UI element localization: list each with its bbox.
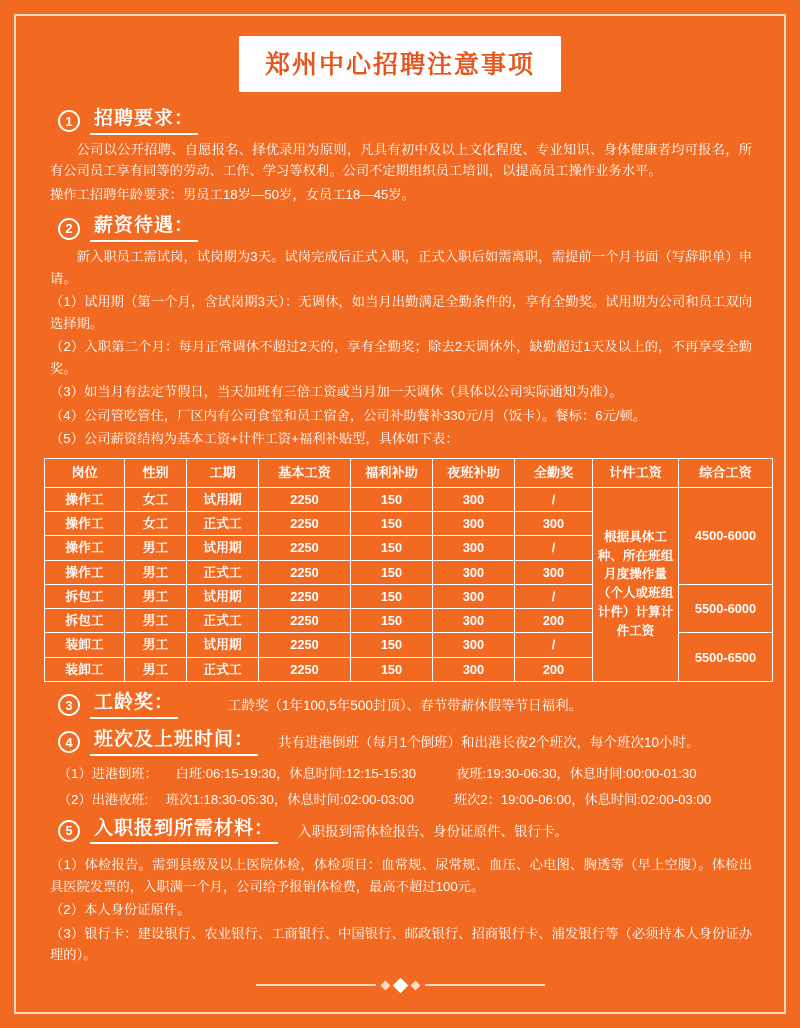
col-header-term: 工期	[187, 458, 259, 487]
shift-row	[58, 789, 752, 808]
section-number-5: 5	[58, 820, 80, 842]
cell-welfare: 150	[351, 512, 433, 536]
cell-piece-rate-note: 根据具体工种、所在班组月度操作量（个人或班组计件）计算计件工资	[593, 487, 679, 681]
cell-attendance: /	[515, 487, 593, 511]
col-header-welfare: 福利补助	[351, 458, 433, 487]
cell-welfare: 150	[351, 609, 433, 633]
cell-welfare: 150	[351, 560, 433, 584]
paragraph: 新入职员工需试岗，试岗期为3天。试岗完成后正式入职，正式入职后如需离职，需提前一个月书面（写辞职单）申请。	[50, 249, 752, 286]
shift-b-value: 19:00-06:00，休息时间:02:00-03:00	[500, 791, 712, 807]
shift-b-label: 班次2：	[453, 791, 501, 807]
cell-welfare: 150	[351, 584, 433, 608]
cell-night: 300	[433, 512, 515, 536]
divider-line-right	[425, 984, 545, 986]
col-header-night: 夜班补助	[433, 458, 515, 487]
cell-position: 操作工	[45, 560, 125, 584]
cell-attendance: /	[515, 584, 593, 608]
cell-term: 试用期	[187, 584, 259, 608]
material-item: （3）银行卡：建设银行、农业银行、工商银行、中国银行、邮政银行、招商银行卡、浦发银行等（必须持本人身份证办理的）。	[50, 925, 752, 963]
page-title: 郑州中心招聘注意事项	[239, 36, 561, 92]
cell-welfare: 150	[351, 657, 433, 681]
section-title-1: 招聘要求：	[90, 108, 198, 135]
section-body-1	[50, 139, 752, 206]
diamond-icon	[392, 978, 408, 994]
paragraph: （1）试用期（第一个月，含试岗期3天）：无调休，如当月出勤满足全勤条件的，享有全勤奖。试用期为公司和员工双向选择期。	[50, 294, 752, 331]
cell-welfare: 150	[351, 633, 433, 657]
cell-composite: 5500-6000	[679, 584, 773, 633]
section-heading-3	[58, 692, 756, 719]
title-banner	[44, 36, 756, 92]
materials-list	[50, 854, 752, 966]
cell-attendance: /	[515, 536, 593, 560]
section-number-1: 1	[58, 110, 80, 132]
section-inline-text-4: 共有进港倒班（每月1个倒班）和出港长夜2个班次，每个班次10小时。	[278, 735, 700, 751]
section-title-2: 薪资待遇：	[90, 215, 198, 242]
shift-b-value: 19:30-06:30，休息时间:00:00-01:30	[486, 765, 697, 781]
cell-position: 操作工	[45, 487, 125, 511]
cell-gender: 女工	[125, 512, 187, 536]
paragraph: 操作工招聘年龄要求：男员工18岁—50岁，女员工18—45岁。	[50, 186, 415, 202]
cell-term: 正式工	[187, 609, 259, 633]
table-header-row	[45, 458, 773, 487]
cell-gender: 女工	[125, 487, 187, 511]
paragraph: （3）如当月有法定节假日，当天加班有三倍工资或当月加一天调休（具体以公司实际通知为准）。	[50, 384, 623, 400]
bottom-divider	[44, 980, 756, 991]
cell-gender: 男工	[125, 609, 187, 633]
shift-a-label: 白班:	[175, 765, 206, 781]
material-item: （1）体检报告。需到县级及以上医院体检，体检项目：血常规、尿常规、血压、心电图、胸透等（早上空腹）。体检出具医院发票的，入职满一个月，公司给予报销体检费，最高不超过100元。	[50, 857, 752, 894]
cell-base-wage: 2250	[259, 487, 351, 511]
diamond-icon	[410, 981, 420, 991]
shift-list	[50, 763, 752, 808]
cell-night: 300	[433, 633, 515, 657]
shift-b-label: 夜班:	[456, 765, 487, 781]
section-inline-text-3: 工龄奖（1年100,5年500封顶）、春节带薪休假等节日福利。	[228, 698, 583, 714]
paragraph: （4）公司管吃管住，厂区内有公司食堂和员工宿舍，公司补助餐补330元/月（饭卡）。餐标：6元/顿。	[50, 407, 647, 423]
cell-night: 300	[433, 536, 515, 560]
section-inline-text-5: 入职报到需体检报告、身份证原件、银行卡。	[298, 823, 569, 839]
col-header-gender: 性别	[125, 458, 187, 487]
col-header-attendance: 全勤奖	[515, 458, 593, 487]
cell-night: 300	[433, 560, 515, 584]
cell-welfare: 150	[351, 487, 433, 511]
cell-term: 试用期	[187, 487, 259, 511]
section-number-3: 3	[58, 694, 80, 716]
section-heading-2	[58, 215, 756, 242]
section-body-2	[50, 246, 752, 450]
divider-line-left	[256, 984, 376, 986]
cell-gender: 男工	[125, 657, 187, 681]
cell-gender: 男工	[125, 584, 187, 608]
cell-base-wage: 2250	[259, 657, 351, 681]
section-title-3: 工龄奖：	[90, 692, 178, 719]
cell-night: 300	[433, 657, 515, 681]
cell-base-wage: 2250	[259, 609, 351, 633]
cell-base-wage: 2250	[259, 633, 351, 657]
cell-term: 正式工	[187, 512, 259, 536]
section-title-5: 入职报到所需材料：	[90, 818, 278, 845]
cell-base-wage: 2250	[259, 536, 351, 560]
cell-term: 试用期	[187, 536, 259, 560]
section-number-2: 2	[58, 218, 80, 240]
shift-label: （1）进港倒班：	[58, 765, 158, 781]
cell-welfare: 150	[351, 536, 433, 560]
diamond-icon	[380, 981, 390, 991]
shift-row	[58, 763, 752, 782]
cell-gender: 男工	[125, 560, 187, 584]
cell-attendance: /	[515, 633, 593, 657]
cell-term: 试用期	[187, 633, 259, 657]
col-header-piece-rate: 计件工资	[593, 458, 679, 487]
paragraph: （2）入职第二个月：每月正常调休不超过2天的，享有全勤奖；除去2天调休外，缺勤超过1天及以上的，不再享受全勤奖。	[50, 339, 752, 376]
cell-composite: 5500-6500	[679, 633, 773, 682]
col-header-position: 岗位	[45, 458, 125, 487]
shift-a-value: 18:30-05:30，休息时间:02:00-03:00	[203, 791, 414, 807]
cell-attendance: 300	[515, 560, 593, 584]
cell-base-wage: 2250	[259, 584, 351, 608]
table-row	[45, 487, 773, 511]
cell-position: 装卸工	[45, 633, 125, 657]
shift-a-value: 06:15-19:30，休息时间:12:15-15:30	[205, 765, 417, 781]
cell-position: 操作工	[45, 512, 125, 536]
col-header-composite: 综合工资	[679, 458, 773, 487]
cell-composite: 4500-6000	[679, 487, 773, 584]
paragraph: （5）公司薪资结构为基本工资+计件工资+福利补贴型，具体如下表：	[50, 431, 459, 447]
material-item: （2）本人身份证原件。	[50, 902, 191, 918]
cell-position: 操作工	[45, 536, 125, 560]
cell-night: 300	[433, 584, 515, 608]
cell-night: 300	[433, 609, 515, 633]
cell-night: 300	[433, 487, 515, 511]
wage-table	[44, 458, 773, 682]
cell-position: 装卸工	[45, 657, 125, 681]
cell-base-wage: 2250	[259, 512, 351, 536]
cell-position: 拆包工	[45, 584, 125, 608]
section-title-4: 班次及上班时间：	[90, 729, 258, 756]
section-number-4: 4	[58, 731, 80, 753]
col-header-base-wage: 基本工资	[259, 458, 351, 487]
cell-gender: 男工	[125, 633, 187, 657]
paragraph: 公司以公开招聘、自愿报名、择优录用为原则，凡具有初中及以上文化程度、专业知识、身体健康者均可报名，所有公司员工享有同等的劳动、工作、学习等权利。公司不定期组织员工培训，以提高员工操作业务水平。	[50, 141, 752, 179]
shift-a-label: 班次1:	[166, 791, 204, 807]
cell-term: 正式工	[187, 560, 259, 584]
cell-attendance: 200	[515, 609, 593, 633]
shift-label: （2）出港夜班:	[58, 791, 149, 807]
cell-gender: 男工	[125, 536, 187, 560]
section-heading-4	[58, 729, 756, 756]
cell-base-wage: 2250	[259, 560, 351, 584]
cell-attendance: 300	[515, 512, 593, 536]
cell-term: 正式工	[187, 657, 259, 681]
cell-attendance: 200	[515, 657, 593, 681]
section-heading-5	[58, 818, 756, 845]
cell-position: 拆包工	[45, 609, 125, 633]
section-heading-1	[58, 108, 756, 135]
poster-content	[14, 14, 786, 1001]
